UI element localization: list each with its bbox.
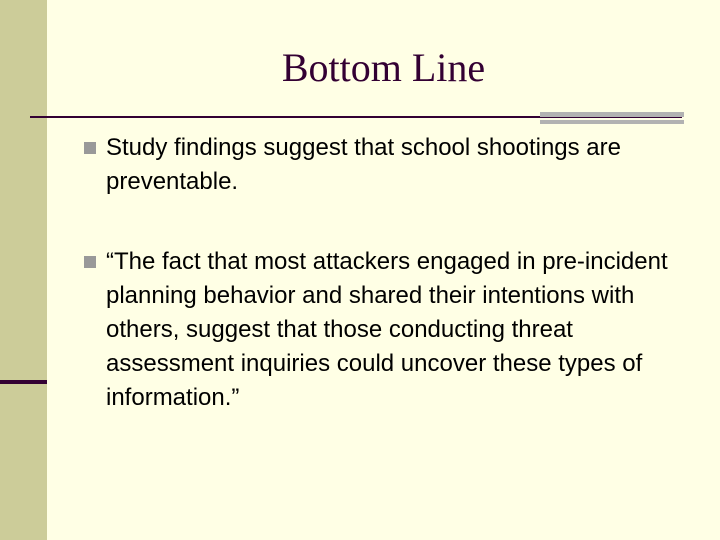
bullet-list [84,131,684,415]
bullet-text: Study findings suggest that school shootings are preventable. [106,134,621,195]
square-bullet-icon [84,256,96,268]
bullet-text: “The fact that most attackers engaged in pre-incident planning behavior and shared their intentions with others, suggest that those conducting threat assessment inquiries could uncover these types of information.” [106,248,668,411]
bullet-item [84,131,684,199]
left-decorative-bar [0,0,47,540]
title-underline-accent [540,112,684,117]
slide-title: Bottom Line [281,45,486,90]
title-underline-accent-lower [540,120,684,124]
bullet-item [84,245,684,415]
square-bullet-icon [84,142,96,154]
left-bar-rule [0,380,47,384]
